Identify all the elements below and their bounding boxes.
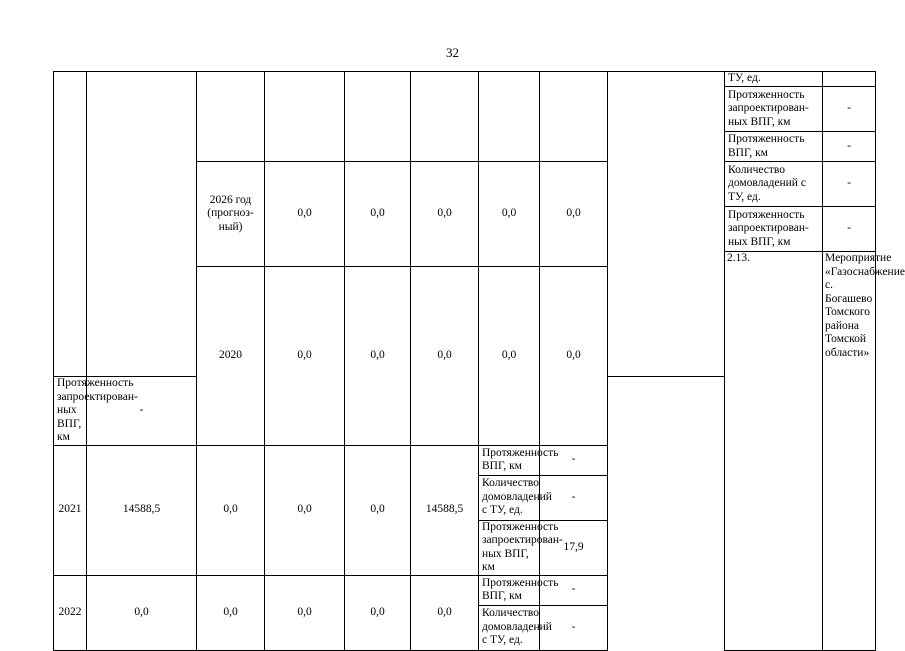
indicator-cell: ТУ, ед. (725, 72, 823, 87)
value-cell: 0,0 (479, 162, 540, 267)
indicator-value: - (540, 445, 608, 475)
indicator-cell: Протяженность запроектирован-ных ВПГ, км (479, 520, 540, 575)
indicator-value: - (540, 575, 608, 605)
indicator-cell: Количество домовладений с ТУ, ед. (725, 162, 823, 207)
indicator-value: - (823, 132, 876, 162)
value-cell: 0,0 (345, 267, 411, 446)
cont-number-cell (54, 72, 87, 377)
value-cell: 0,0 (540, 267, 608, 446)
value-cell: 0,0 (265, 575, 345, 650)
value-cell: 0,0 (411, 575, 479, 650)
value-cell: 0,0 (411, 267, 479, 446)
value-cell: 0,0 (479, 267, 540, 446)
indicator-cell: Протяженность запроектирован-ных ВПГ, км (54, 377, 87, 446)
value-cell: 14588,5 (411, 445, 479, 575)
indicator-value: - (87, 377, 197, 446)
cont-name-cell (87, 72, 197, 377)
indicator-cell: Количество домовладений с ТУ, ед. (479, 475, 540, 520)
year-label: 2021 (54, 445, 87, 575)
year-label: 2026 год (прогноз-ный) (197, 162, 265, 267)
measures-table (53, 71, 905, 651)
value-cell: 0,0 (197, 575, 265, 650)
value-cell: 0,0 (265, 267, 345, 446)
indicator-value: - (823, 162, 876, 207)
value-cell: 14588,5 (87, 445, 197, 575)
indicator-cell: Протяженность ВПГ, км (479, 575, 540, 605)
indicator-value: 17,9 (540, 520, 608, 575)
indicator-cell: Протяженность ВПГ, км (479, 445, 540, 475)
value-cell: 0,0 (265, 162, 345, 267)
cont-executor-cell (608, 72, 725, 377)
year-label: 2022 (54, 575, 87, 650)
indicator-cell: Протяженность запроектирован-ных ВПГ, км (725, 87, 823, 132)
value-cell: 0,0 (540, 162, 608, 267)
value-cell: 0,0 (345, 575, 411, 650)
value-cell: 0,0 (87, 575, 197, 650)
value-cell: 0,0 (265, 445, 345, 575)
cont-year-cell (197, 72, 265, 162)
indicator-value: - (540, 605, 608, 650)
indicator-value: - (823, 87, 876, 132)
value-cell: 0,0 (345, 445, 411, 575)
page-number: 32 (446, 45, 459, 60)
indicator-cell: Протяженность запроектирован-ных ВПГ, км (725, 207, 823, 252)
entry-name: Мероприятие «Газоснабжение с. Богашево Томского района Томской области» (823, 252, 876, 651)
year-label: 2020 (197, 267, 265, 446)
indicator-cell: Протяженность ВПГ, км (725, 132, 823, 162)
value-cell: 0,0 (345, 162, 411, 267)
table-row (54, 72, 876, 87)
entry-number: 2.13. (725, 252, 823, 651)
value-cell: 0,0 (411, 162, 479, 267)
indicator-value: - (823, 207, 876, 252)
indicator-value: - (540, 475, 608, 520)
indicator-cell: Количество домовладений с ТУ, ед. (479, 605, 540, 650)
value-cell: 0,0 (197, 445, 265, 575)
